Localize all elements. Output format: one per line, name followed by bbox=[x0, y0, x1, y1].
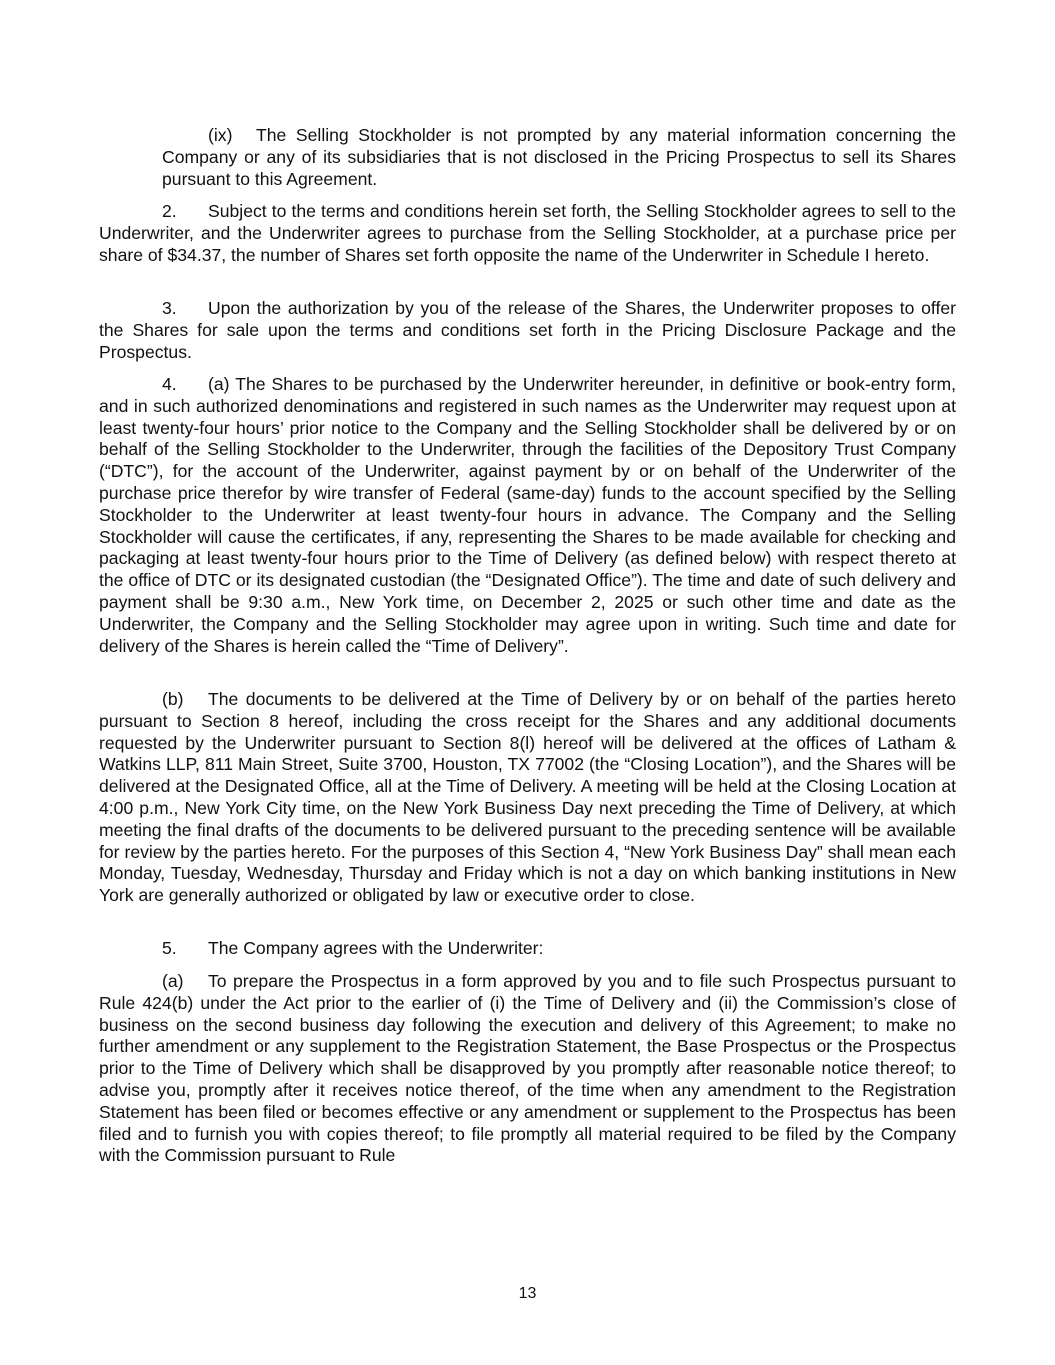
paragraph-number: 5. bbox=[162, 938, 177, 958]
paragraph-number: 2. bbox=[162, 201, 177, 221]
paragraph-text: (a) The Shares to be purchased by the Underwriter hereunder, in definitive or book-entry form, and in such authorized denominations and registered in such names as the Underwriter may request upon at least twenty-four hours’ prior notice to the Company and the Selling Stockholder shall be delivered by or on behalf of the Selling Stockholder to the Underwriter, through the facilities of the Depository Trust Company (“DTC”), for the account of the Underwriter, against payment by or on behalf of the Underwriter of the purchase price therefor by wire transfer of Federal (same-day) funds to the account specified by the Selling Stockholder to the Underwriter at least twenty-four hours in advance. The Company and the Selling Stockholder will cause the certificates, if any, representing the Shares to be made available for checking and packaging at least twenty-four hours prior to the Time of Delivery (as defined below) with respect thereto at the office of DTC or its designated custodian (the “Designated Office”). The time and date of such delivery and payment shall be 9:30 a.m., New York time, on December 2, 2025 or such other time and date as the Underwriter, the Company and the Selling Stockholder may agree upon in writing. Such time and date for delivery of the Shares is herein called the “Time of Delivery”. bbox=[99, 374, 956, 656]
paragraph-section-3 bbox=[99, 298, 956, 363]
paragraph-text: Subject to the terms and conditions herein set forth, the Selling Stockholder agrees to sell to the Underwriter, and the Underwriter agrees to purchase from the Selling Stockholder, at a purchase price per share of $34.37, the number of Shares set forth opposite the name of the Underwriter in Schedule I hereto. bbox=[99, 201, 956, 265]
paragraph-ix bbox=[162, 125, 956, 190]
page-number: 13 bbox=[518, 1285, 537, 1302]
paragraph-section-4a bbox=[99, 374, 956, 657]
paragraph-text: The Company agrees with the Underwriter: bbox=[208, 938, 544, 958]
paragraph-number: (ix) bbox=[208, 125, 233, 145]
paragraph-number: (b) bbox=[162, 689, 184, 709]
paragraph-number: (a) bbox=[162, 971, 184, 991]
paragraph-section-5 bbox=[99, 938, 956, 960]
paragraph-section-4b bbox=[99, 689, 956, 907]
paragraph-text: The Selling Stockholder is not prompted by any material information concerning the Company or any of its subsidiaries that is not disclosed in the Pricing Prospectus to sell its Shares pursuant to this Agreement. bbox=[162, 125, 956, 189]
paragraph-text: The documents to be delivered at the Time of Delivery by or on behalf of the parties hereto pursuant to Section 8 hereof, including the cross receipt for the Shares and any additional documents requested by the Underwriter pursuant to Section 8(l) hereof will be delivered at the offices of Latham & Watkins LLP, 811 Main Street, Suite 3700, Houston, TX 77002 (the “Closing Location”), and the Shares will be delivered at the Designated Office, all at the Time of Delivery. A meeting will be held at the Closing Location at 4:00 p.m., New York City time, on the New York Business Day next preceding the Time of Delivery, at which meeting the final drafts of the documents to be delivered pursuant to the preceding sentence will be available for review by the parties hereto. For the purposes of this Section 4, “New York Business Day” shall mean each Monday, Tuesday, Wednesday, Thursday and Friday which is not a day on which banking institutions in New York are generally authorized or obligated by law or executive order to close. bbox=[99, 689, 956, 906]
paragraph-text: To prepare the Prospectus in a form approved by you and to file such Prospectus pursuant to Rule 424(b) under the Act prior to the earlier of (i) the Time of Delivery and (ii) the Commission’s close of business on the second business day following the execution and delivery of this Agreement; to make no further amendment or any supplement to the Registration Statement, the Base Prospectus or the Prospectus prior to the Time of Delivery which shall be disapproved by you promptly after reasonable notice thereof; to advise you, promptly after it receives notice thereof, of the time when any amendment to the Registration Statement has been filed or becomes effective or any amendment or supplement to the Prospectus has been filed and to furnish you with copies thereof; to file promptly all material required to be filed by the Company with the Commission pursuant to Rule bbox=[99, 971, 956, 1166]
paragraph-text: Upon the authorization by you of the release of the Shares, the Underwriter proposes to offer the Shares for sale upon the terms and conditions set forth in the Pricing Disclosure Package and the Prospectus. bbox=[99, 298, 956, 362]
paragraph-number: 3. bbox=[162, 298, 177, 318]
paragraph-number: 4. bbox=[162, 374, 177, 394]
paragraph-section-5a bbox=[99, 971, 956, 1167]
paragraph-section-2 bbox=[99, 201, 956, 266]
